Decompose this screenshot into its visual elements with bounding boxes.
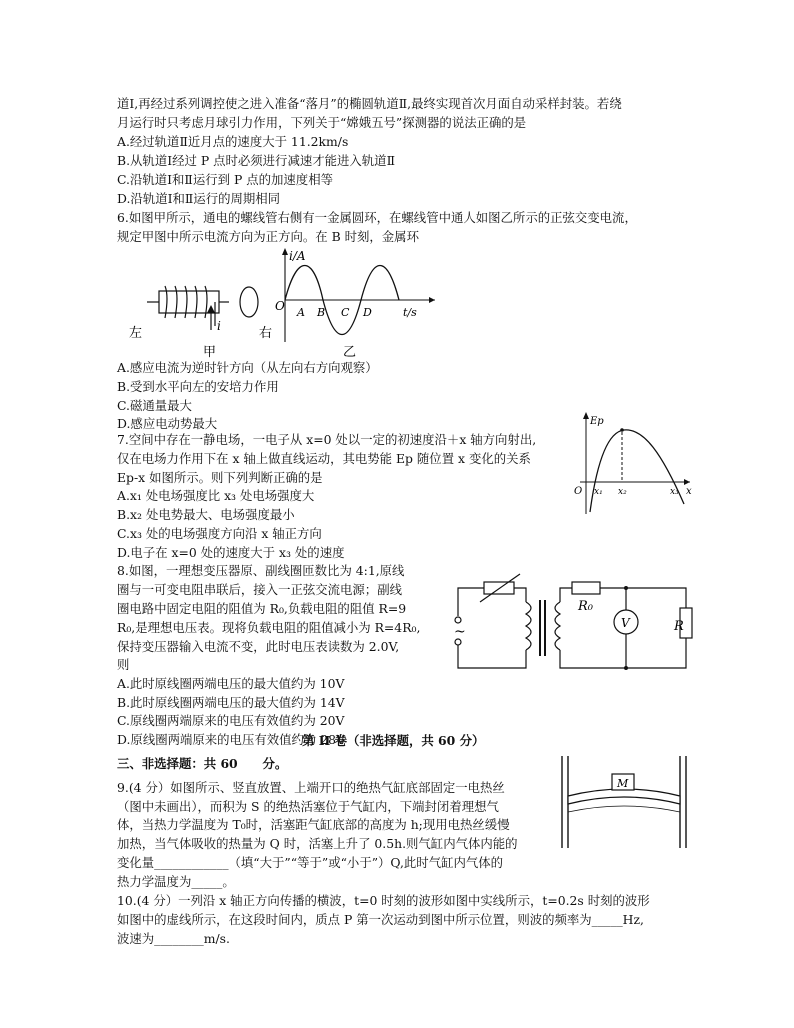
peak-point	[620, 428, 624, 432]
origin-label: O	[275, 299, 285, 313]
q8-option-a: A.此时原线圈两端电压的最大值约为 10V	[117, 676, 345, 691]
point-a-label: A	[297, 306, 305, 319]
q7-stem-line2: 仅在电场力作用下在 x 轴上做直线运动，其电势能 Ep 随位置 x 变化的关系	[117, 451, 531, 466]
q7-option-c: C.x₃ 处的电场强度方向沿 x 轴正方向	[117, 526, 322, 541]
r0-resistor	[572, 582, 600, 594]
primary-coil	[526, 602, 531, 650]
secondary-coil	[555, 602, 560, 650]
label-left: 左	[129, 326, 143, 341]
q6-stem-line1: 6.如图甲所示，通电的螺线管右侧有一金属圆环，在螺线管中通人如图乙所示的正弦交变电流，	[117, 210, 637, 225]
q8-stem-line4: R₀,是理想电压表。现将负载电阻的阻值减小为 R=4R₀,	[117, 620, 421, 635]
i-axis-arrow-icon	[282, 248, 288, 255]
y-axis-label: i/A	[289, 249, 306, 263]
current-arrow-icon	[207, 305, 215, 330]
q9-cylinder-figure	[554, 752, 694, 852]
part2-title: 第 II 卷（非选择题，共 60 分）	[302, 733, 485, 748]
point-d-label: D	[363, 306, 372, 319]
q5-option-d: D.沿轨道Ⅰ和Ⅱ运行的周期相同	[117, 191, 281, 206]
sine-graph	[275, 248, 435, 359]
x-axis-arrow-icon	[684, 479, 690, 485]
q7-stem-line3: Ep-x 如图所示。则下列判断正确的是	[117, 470, 323, 485]
q8-option-b: B.此时原线圈两端电压的最大值约为 14V	[117, 695, 345, 710]
label-jia: 甲	[203, 345, 217, 359]
q5-stem-line1: 道Ⅰ,再经过系列调控使之进入准备“落月”的椭圆轨道Ⅱ,最终实现首次月面自动采样封装。若绕	[117, 96, 622, 111]
q6-option-a: A.感应电流为逆时针方向（从左向右方向观察）	[117, 360, 378, 375]
voltmeter-label: V	[621, 616, 630, 630]
q8-stem-line2: 圈与一可变电阻串联后，接入一正弦交流电源；副线	[117, 582, 402, 597]
q10-stem-line3: 波速为________m/s.	[117, 931, 230, 946]
t-axis-arrow-icon	[429, 297, 435, 303]
q5-stem-line2: 月运行时只考虑月球引力作用，下列关于“嫦娥五号”探测器的说法正确的是	[117, 115, 527, 130]
q6-option-c: C.磁通量最大	[117, 398, 192, 413]
q8-stem-line5: 保持变压器输入电流不变，此时电压表读数为 2.0V,	[117, 639, 400, 654]
q8-stem-line6: 则	[117, 657, 130, 672]
x3-label: x₃	[670, 487, 679, 497]
q6-option-b: B.受到水平向左的安培力作用	[117, 379, 279, 394]
q9-stem-line5: 变化量____________（填“大于”“等于”或“小于”）Q,此时气缸内气体的	[117, 855, 504, 870]
q8-option-d: D.原线圈两端原来的电压有效值约为 28V	[117, 732, 345, 747]
q9-stem-line3: 体，当热力学温度为 T₀时，活塞距气缸底部的高度为 h;现用电热丝缓慢	[117, 817, 510, 832]
q8-stem-line3: 圈电路中固定电阻的阻值为 R₀,负载电阻的阻值 R=9	[117, 601, 407, 616]
ep-axis-label: Ep	[590, 416, 604, 427]
q9-stem-line2: （图中未画出），而积为 S 的绝热活塞位于气缸内，下端封闭着理想气	[117, 799, 499, 814]
x1-label: x₁	[594, 487, 603, 497]
x2-label: x₂	[618, 487, 627, 497]
x-label: x	[686, 486, 692, 497]
r0-label: R₀	[578, 599, 593, 614]
mass-label: M	[617, 777, 629, 790]
current-label: i	[217, 319, 221, 333]
q7-option-d: D.电子在 x=0 处的速度大于 x₃ 处的速度	[117, 545, 345, 560]
label-yi: 乙	[343, 345, 357, 359]
x-axis-label: t/s	[403, 306, 417, 319]
metal-ring	[240, 287, 258, 317]
q6-stem-line2: 规定甲图中所示电流方向为正方向。在 B 时刻，金属环	[117, 229, 419, 244]
q10-stem-line2: 如图中的虚线所示，在这段时间内，质点 P 第一次运动到图中所示位置，则波的频率为_____Hz,	[117, 912, 644, 927]
ep-axis-arrow-icon	[583, 412, 589, 419]
q8-circuit	[444, 572, 696, 682]
point-c-label: C	[341, 306, 350, 319]
q6-option-d: D.感应电动势最大	[117, 416, 218, 431]
q7-option-b: B.x₂ 处电势最大、电场强度最小	[117, 507, 295, 522]
q7-option-a: A.x₁ 处电场强度比 x₃ 处电场强度大	[117, 488, 315, 503]
q5-option-b: B.从轨道Ⅰ经过 P 点时必须进行减速才能进入轨道Ⅱ	[117, 153, 395, 168]
point-b-label: B	[317, 306, 326, 319]
q6-figure	[117, 244, 447, 359]
q5-option-c: C.沿轨道Ⅰ和Ⅱ运行到 P 点的加速度相等	[117, 172, 333, 187]
gas-line	[568, 806, 680, 812]
q8-stem-line1: 8.如图，一理想变压器原、副线圈匝数比为 4:1,原线	[117, 563, 405, 578]
ep-curve	[590, 430, 684, 512]
label-right: 右	[259, 326, 273, 341]
q10-stem-line1: 10.(4 分）一列沿 x 轴正方向传播的横波，t=0 时刻的波形如图中实线所示，t=0.2s 时刻的波形	[117, 893, 650, 908]
q9-stem-line1: 9.(4 分）如图所示、竖直放置、上端开口的绝热气缸底部固定一电热丝	[117, 780, 505, 795]
q7-ep-graph	[566, 408, 696, 520]
section-title: 三、非选择题：共 60 分。	[117, 756, 288, 771]
q7-stem-line1: 7.空间中存在一静电场，一电子从 x=0 处以一定的初速度沿＋x 轴方向射出,	[117, 432, 537, 447]
r-label: R	[674, 619, 684, 634]
q9-stem-line4: 加热，当气体吸收的热量为 Q 时，活塞上升了 0.5h.则气缸内气体内能的	[117, 836, 518, 851]
q8-option-c: C.原线圈两端原来的电压有效值约为 20V	[117, 713, 345, 728]
ac-source-symbol: ~	[454, 624, 466, 640]
piston	[568, 789, 680, 804]
origin-label: O	[574, 486, 583, 497]
q9-stem-line6: 热力学温度为_____。	[117, 874, 235, 889]
q5-option-a: A.经过轨道Ⅱ近月点的速度大于 11.2km/s	[117, 134, 349, 149]
